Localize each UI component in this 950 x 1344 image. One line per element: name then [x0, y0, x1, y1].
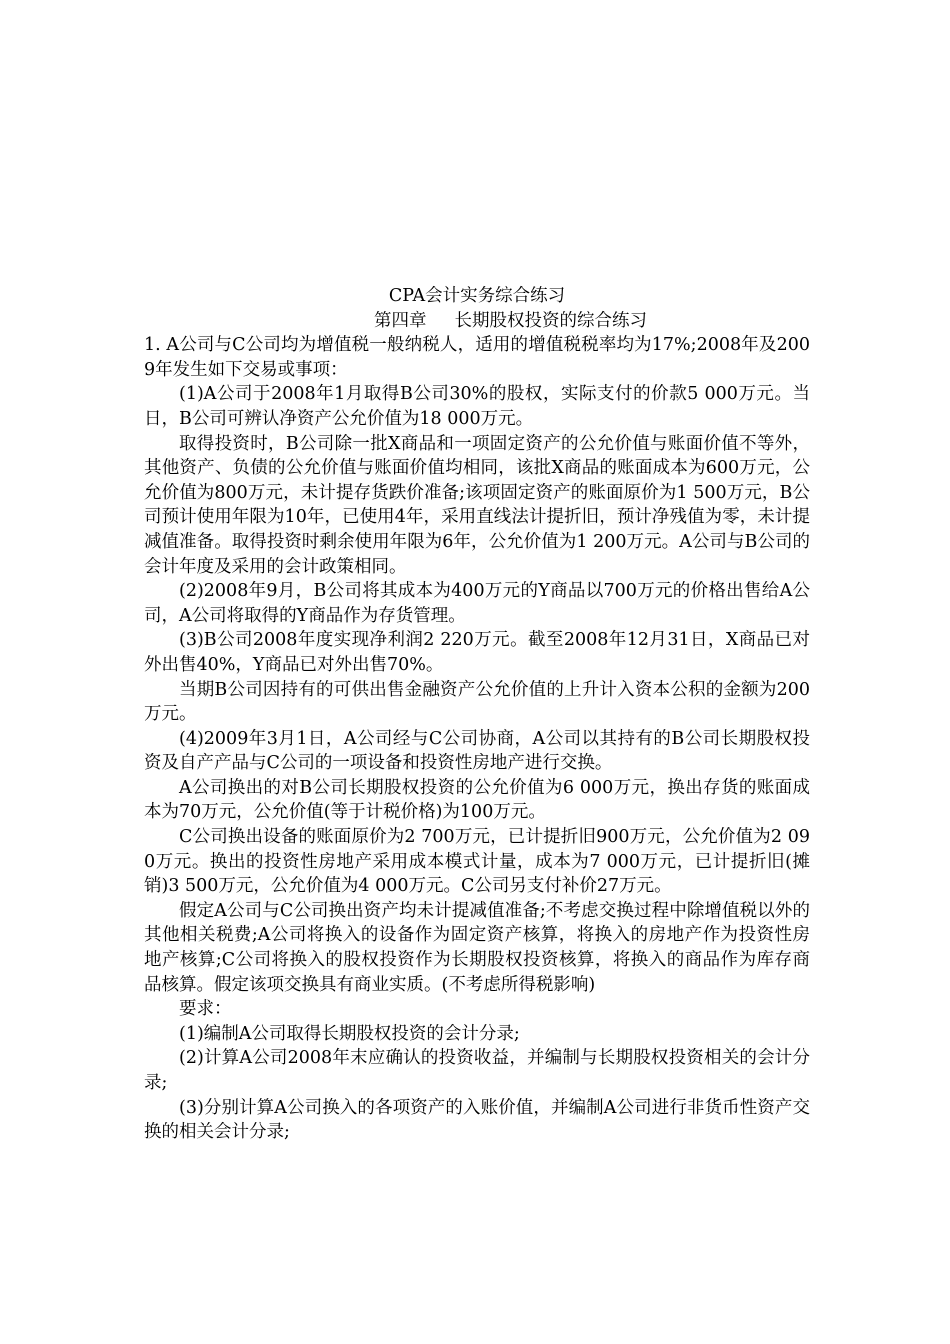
question-intro: 1. A公司与C公司均为增值税一般纳税人，适用的增值税税率均为17%;2008年及2009年发生如下交易或事项：	[144, 335, 810, 380]
paragraph-assumptions: 假定A公司与C公司换出资产均未计提减值准备;不考虑交换过程中除增值税以外的其他相关税费;A公司将换入的设备作为固定资产核算，将换入的房地产作为投资性房地产核算;C公司将换入的股权投资作为长期股权投资核算，将换入的商品作为库存商品核算。假定该项交换具有商业实质。(不考虑所得税影响)	[144, 900, 810, 995]
chapter-title: 长期股权投资的综合练习	[454, 310, 647, 331]
chapter-number: 第四章	[374, 310, 427, 331]
chapter-heading	[144, 309, 810, 334]
requirement-2: (2)计算A公司2008年末应确认的投资收益，并编制与长期股权投资相关的会计分录;	[144, 1048, 810, 1093]
paragraph-item-1: (1)A公司于2008年1月取得B公司30%的股权，实际支付的价款5 000万元。当日，B公司可辨认净资产公允价值为18 000万元。	[144, 384, 810, 429]
document-title: CPA会计实务综合练习	[388, 286, 566, 306]
paragraph-item-4: (4)2009年3月1日，A公司经与C公司协商，A公司以其持有的B公司长期股权投资及自产产品与C公司的一项设备和投资性房地产进行交换。	[144, 728, 810, 774]
paragraph-capital-reserve: 当期B公司因持有的可供出售金融资产公允价值的上升计入资本公积的金额为200万元。	[144, 679, 810, 725]
document-page	[144, 284, 810, 1145]
requirements-heading: 要求：	[179, 999, 232, 1020]
paragraph-item-3: (3)B公司2008年度实现净利润2 220万元。截至2008年12月31日，X商品已对外出售40%，Y商品已对外出售70%。	[144, 630, 810, 675]
paragraph-c-company-exchange: C公司换出设备的账面原价为2 700万元，已计提折旧900万元，公允价值为2 090万元。换出的投资性房地产采用成本模式计量，成本为7 000万元，已计提折旧(摊销)3 500万元，公允价值为4 000万元。C公司另支付补价27万元。	[144, 827, 810, 897]
requirement-3: (3)分别计算A公司换入的各项资产的入账价值，并编制A公司进行非货币性资产交换的相关会计分录;	[144, 1097, 810, 1143]
paragraph-a-company-exchange: A公司换出的对B公司长期股权投资的公允价值为6 000万元，换出存货的账面成本为70万元，公允价值(等于计税价格)为100万元。	[144, 777, 810, 823]
paragraph-item-2: (2)2008年9月，B公司将其成本为400万元的Y商品以700万元的价格出售给A公司，A公司将取得的Y商品作为存货管理。	[144, 581, 810, 626]
requirement-1: (1)编制A公司取得长期股权投资的会计分录;	[179, 1023, 520, 1044]
paragraph-investment-details: 取得投资时，B公司除一批X商品和一项固定资产的公允价值与账面价值不等外，其他资产、负债的公允价值与账面价值均相同，该批X商品的账面成本为600万元，公允价值为800万元，未计提存货跌价准备;该项固定资产的账面原价为1 500万元，B公司预计使用年限为10年，已使用4年，采用直线法计提折旧，预计净残值为零，未计提减值准备。取得投资时剩余使用年限为6年，公允价值为1 200万元。A公司与B公司的会计年度及采用的会计政策相同。	[144, 433, 810, 577]
